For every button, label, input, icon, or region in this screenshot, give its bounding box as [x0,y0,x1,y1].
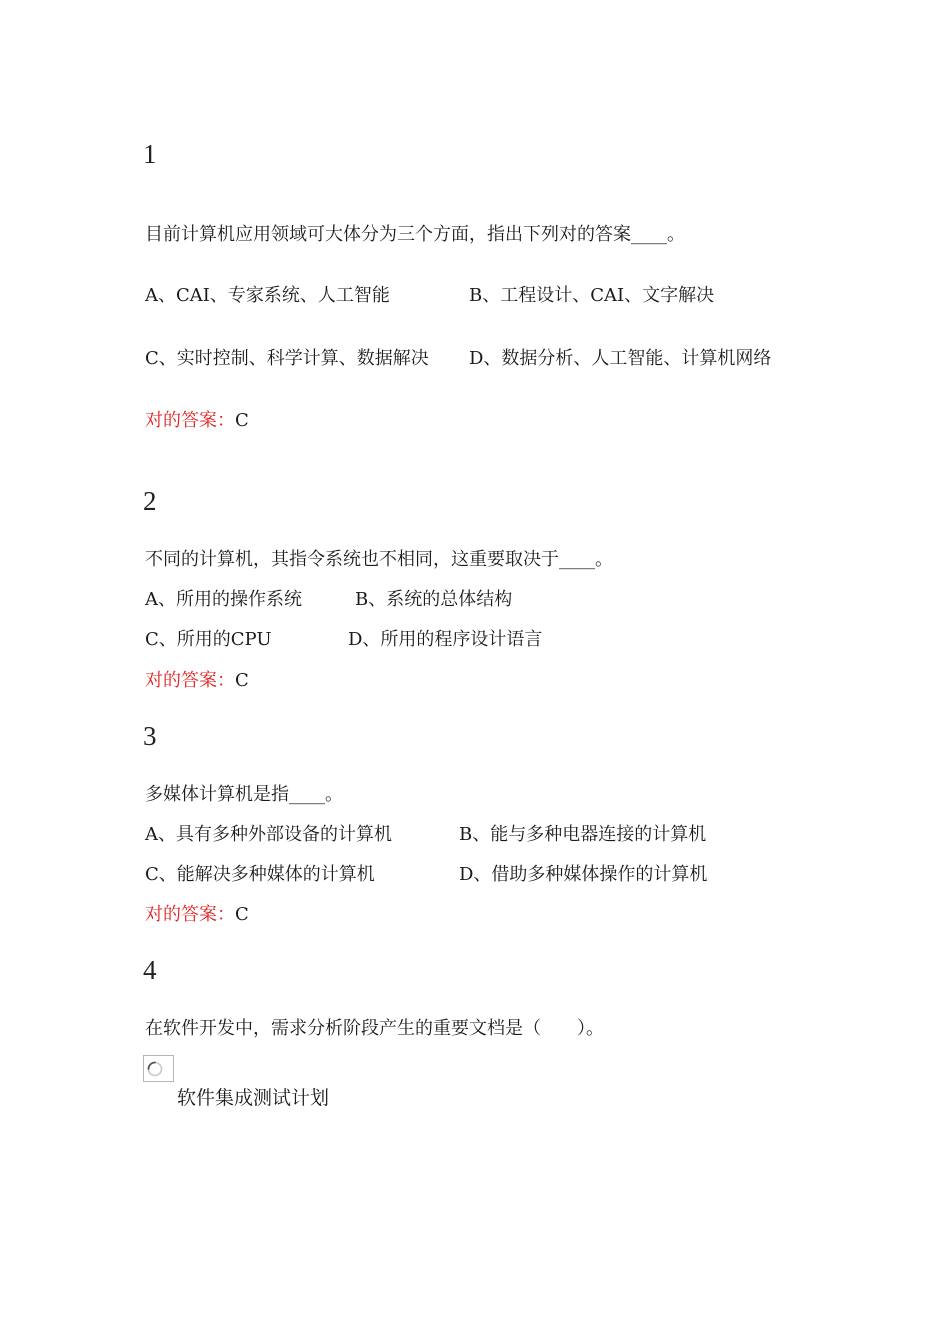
option-c: C、能解决多种媒体的计算机 [145,864,375,885]
option-d: D、借助多种媒体操作的计算机 [459,864,708,885]
question-number: 2 [143,486,157,516]
question-text: 多媒体计算机是指____。 [145,784,343,805]
answer-label: 对的答案： [145,670,235,691]
option-b: B、工程设计、CAI、文字解决 [469,285,715,306]
answer-value: C [235,410,249,431]
question-text: 不同的计算机，其指令系统也不相同，这重要取决于____。 [145,549,613,570]
option-a: A、CAI、专家系统、人工智能 [145,285,390,306]
answer-label: 对的答案： [145,904,235,925]
question-number: 1 [143,139,157,169]
option-c: C、所用的CPU [145,629,272,650]
answer-value: C [235,904,249,925]
question-number: 3 [143,721,157,751]
question-number: 4 [143,955,157,985]
choice-radio[interactable] [143,1055,174,1082]
option-b: B、能与多种电器连接的计算机 [459,824,707,845]
correct-answer [145,412,249,430]
option-c: C、实时控制、科学计算、数据解决 [145,348,429,369]
question-text: 在软件开发中，需求分析阶段产生的重要文档是（ ）。 [145,1018,604,1039]
correct-answer [145,906,249,924]
option-a: A、所用的操作系统 [145,589,302,610]
option-a: A、具有多种外部设备的计算机 [145,824,392,845]
answer-label: 对的答案： [145,410,235,431]
option-d: D、所用的程序设计语言 [348,629,543,650]
choice-label[interactable]: 软件集成测试计划 [177,1087,330,1109]
question-text: 目前计算机应用领域可大体分为三个方面，指出下列对的答案____。 [145,224,685,245]
option-d: D、数据分析、人工智能、计算机网络 [469,348,772,369]
answer-value: C [235,670,249,691]
option-b: B、系统的总体结构 [355,589,513,610]
correct-answer [145,672,249,690]
radio-loading-icon [146,1060,164,1078]
